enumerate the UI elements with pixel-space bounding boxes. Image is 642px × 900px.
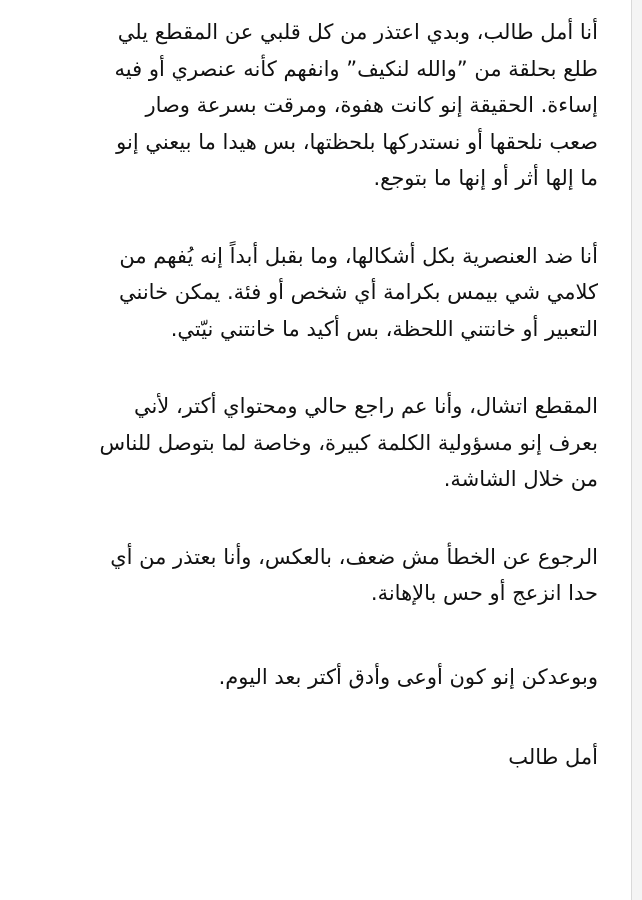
apology-paragraph-1: أنا أمل طالب، وبدي اعتذر من كل قلبي عن المقطع يلي طلع بحلقة من ”والله لنكيف” وانفهم كأنه عنصري أو فيه إساءة. الحقيقة إنو كانت هفوة، ومرقت بسرعة وصار صعب نلحقها أو نستدركها بلحظتها، بس هيدا ما بيعني إنو ما إلها أثر أو إنها ما بتوجع.: [114, 20, 598, 190]
apology-paragraph-3: المقطع اتشال، وأنا عم راجع حالي ومحتواي أكتر، لأني بعرف إنو مسؤولية الكلمة كبيرة، وخاصة لما بتوصل للناس من خلال الشاشة.: [99, 394, 598, 491]
apology-paragraph-4: الرجوع عن الخطأ مش ضعف، بالعكس، وأنا بعتذر من أي حدا انزعج أو حس بالإهانة.: [110, 544, 598, 605]
apology-paragraph-2: أنا ضد العنصرية بكل أشكالها، وما بقبل أبداً إنه يُفهم من كلامي شي بيمس بكرامة أي شخص أو فئة. يمكن خانني التعبير أو خانتني اللحظة، بس أكيد ما خانتني نيّتي.: [119, 243, 598, 341]
apology-paragraph-5: وبوعدكن إنو كون أوعى وأدق أكتر بعد اليوم.: [218, 664, 598, 689]
page-edge: [631, 0, 642, 900]
signature: أمل طالب: [508, 745, 598, 769]
